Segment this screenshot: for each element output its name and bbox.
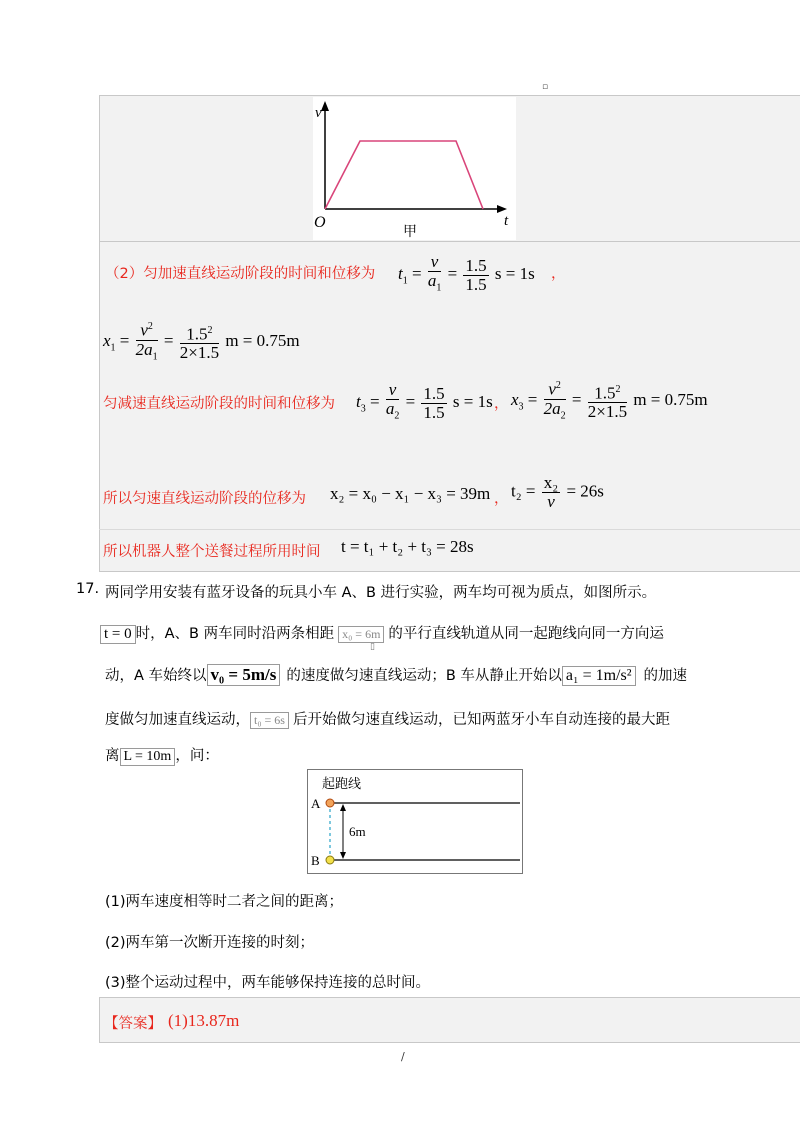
part2-label: （2）匀加速直线运动阶段的时间和位移为 [105, 266, 376, 282]
x1-formula: $x_1$ = $\frac{v^2}{2a_1}$ = $\frac{1.5^2}{2\times 1.5}$ m = 0.75m [103, 318, 300, 366]
x0-box: x₀ = 6m [338, 626, 384, 643]
answer-panel [99, 997, 800, 1043]
t2-formula: t₂ = $\frac{\text{x₂}}{v}$ = 26s [511, 473, 604, 511]
t0-box-2: t₀ = 6s [250, 712, 289, 729]
velocity-curve [325, 141, 483, 209]
v-axis-label: v [315, 105, 322, 121]
total-formula: t = t₁ + t₂ + t₃ = 28s [341, 537, 474, 556]
graph-caption: 甲 [403, 224, 417, 240]
problem-line-1: 两同学用安装有蓝牙设备的玩具小车 A、B 进行实验，两车均可视为质点，如图所示。 [105, 585, 657, 601]
page-mark: / [401, 1050, 405, 1063]
t1-formula: $t_1$ = $\frac{v}{a_1}$ = $\frac{1.5}{1.5}$ s = 1s [398, 252, 535, 294]
problem-line-5: 离 L = 10m ，问： [105, 748, 219, 764]
t0-box: t = 0 [100, 625, 136, 644]
top-marker: ▫ [542, 82, 549, 92]
comma: ， [494, 491, 509, 507]
question-1: (1)两车速度相等时二者之间的距离； [105, 894, 344, 910]
answer-tag: 【答案】 [104, 1016, 162, 1032]
a1-box: a₁ = 1m/s² [562, 666, 636, 686]
t-axis-arrow [497, 205, 507, 213]
problem-number: 17. [76, 581, 100, 597]
total-label: 所以机器人整个送餐过程所用时间 [103, 544, 321, 560]
x2-formula: x₂ = x₀ − x₁ − x₃ = 39m [330, 484, 491, 503]
comma: ， [494, 396, 509, 412]
car-a [326, 799, 334, 807]
track-figure [307, 769, 523, 874]
comma: ， [551, 266, 566, 282]
x3-formula: $x_3$ = $\frac{v^2}{2a_2}$ = $\frac{1.5^2}{2\times 1.5}$ m = 0.75m [511, 377, 708, 425]
decel-label: 匀减速直线运动阶段的时间和位移为 [103, 396, 335, 412]
car-b [326, 856, 334, 864]
t3-formula: $t_3$ = $\frac{v}{a_2}$ = $\frac{1.5}{1.5}$ s = 1s [356, 380, 493, 422]
question-3: (3)整个运动过程中，两车能够保持连接的总时间。 [105, 975, 431, 991]
distance-arrow-bottom [340, 852, 346, 859]
panel-divider [99, 241, 800, 242]
answer-value: (1)13.87m [168, 1011, 240, 1030]
label-a: A [311, 796, 321, 811]
small-mark: ▯ [370, 642, 375, 652]
start-line-title: 起跑线 [322, 777, 362, 792]
v0-box: v₀ = 5m/s [207, 664, 281, 686]
t-axis-label: t [504, 213, 509, 229]
L-box: L = 10m [120, 748, 176, 766]
question-2: (2)两车第一次断开连接的时刻； [105, 935, 315, 951]
panel-divider [99, 529, 800, 530]
origin-label: O [314, 214, 326, 231]
label-b: B [311, 853, 320, 868]
distance-arrow-top [340, 804, 346, 811]
v-axis-arrow [321, 101, 329, 111]
track-figure-svg [308, 770, 522, 873]
distance-label: 6m [349, 824, 366, 839]
vt-graph [313, 97, 516, 240]
problem-line-2: t = 0 时，A、B 两车同时沿两条相距 x₀ = 6m 的平行直线轨道从同一起跑线向同一方向运 [100, 622, 664, 644]
problem-line-4: 度做匀加速直线运动， t₀ = 6s 后开始做匀速直线运动，已知两蓝牙小车自动连接的最大距 [105, 712, 670, 728]
uniform-label: 所以匀速直线运动阶段的位移为 [103, 491, 306, 507]
vt-graph-svg [313, 97, 516, 240]
problem-line-3: 动，A 车始终以 v₀ = 5m/s 的速度做匀速直线运动；B 车从静止开始以 a₁ = 1m/s² 的加速 [105, 665, 688, 684]
